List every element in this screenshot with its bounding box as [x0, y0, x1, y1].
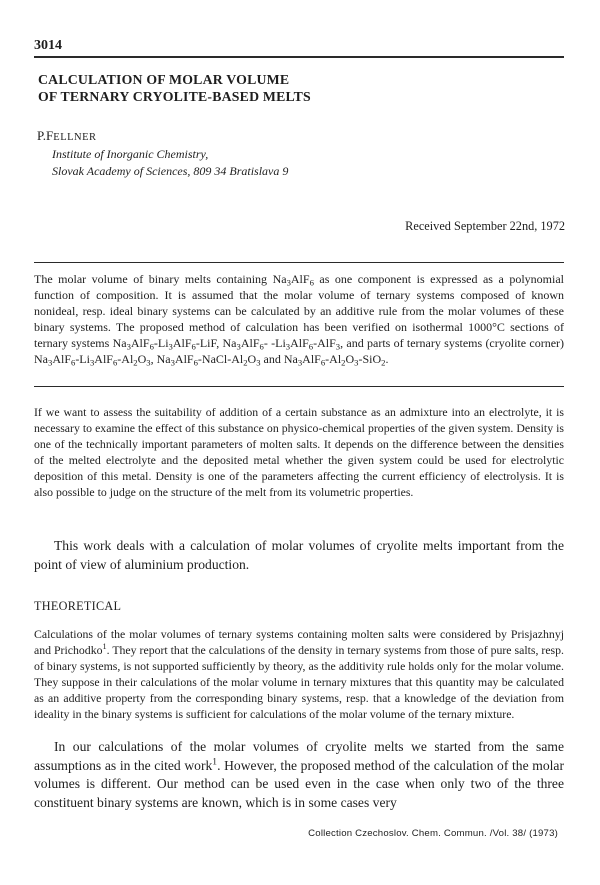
section-heading-theoretical: THEORETICAL: [34, 599, 122, 613]
abstract-text-3: , and parts of ternary systems (cryolite corner): [340, 336, 565, 351]
affiliation-line-2: Slovak Academy of Sciences, 809 34 Bratislava 9: [52, 164, 289, 178]
formula-3: $-Li_3AlF_6-AlF_3$: [271, 336, 341, 352]
abstract-rule-bottom: [34, 386, 564, 387]
abstract: [34, 271, 564, 368]
aim-paragraph: This work deals with a calculation of molar volumes of cryolite melts important from the point of view of aluminium production.: [34, 538, 564, 572]
title-line-2: OF TERNARY CRYOLITE-BASED MELTS: [38, 89, 311, 104]
theoretical-text-b: . They report that the calculations of the density in ternary systems from those of pure salts, resp. of binary systems, is not supported sufficiently by theory, as the additivity rule holds only for the molar volume. They suppose in their calculations of the molar volume in ternary mixtures that this quantity may be calculated as an additive property from the corresponding binary systems, resp. that a knowledge of the deviation from ideality in the binary systems is sufficient for calculations of the molar volume of the ternary mixture.: [34, 643, 564, 721]
page-number: 3014: [34, 38, 62, 53]
citation-ref-1b: 1: [212, 757, 218, 768]
article-title: [38, 71, 311, 105]
formula-4: $Na_3AlF_6-Li_3AlF_6-Al_2O_3$,: [34, 352, 154, 369]
author: [37, 128, 97, 144]
journal-footer: Collection Czechoslov. Chem. Commun. /Vol. 38/ (1973): [308, 828, 558, 839]
method-text-b: . However, the proposed method of the calculation of the molar volumes is different. Our method can be used even in the case when only two of the three constituent binary systems are known, which is in some cases very: [34, 757, 564, 810]
theoretical-text-a: Calculations of the molar volumes of ternary systems containing molten salts were considered by Prisjazhnyj and Prichodko: [34, 627, 564, 657]
author-surname-rest: ELLNER: [53, 132, 97, 143]
intro-paragraph: If we want to assess the suitability of addition of a certain substance as an admixture into an electrolyte, it is necessary to examine the effect of this substance on physico-chemical properties of the given system. Density is one of the technically important parameters of molten salts. It depends on the difference between the densities of the melted electrolyte and the deposited metal whether the given system could be used for electrolytic deposition of this metal. Density is one of the parameters affecting the current efficiency of electrolysis. It is also possible to judge on the structure of the melt from its volumetric properties.: [34, 405, 564, 499]
abstract-text-2: as one component is expressed as a polynomial function of composition. It is assumed that the molar volume of ternary systems composed of known nonideal, resp. ideal binary systems can be calculated by an additive rule from the molar volumes of these binary systems. The proposed method of calculation has been verified on isothermal 1000°C sections of ternary systems: [34, 272, 564, 351]
affiliation-line-1: Institute of Inorganic Chemistry,: [52, 147, 209, 161]
theoretical-paragraph: [34, 626, 564, 722]
author-initial: P.: [37, 128, 47, 143]
header-rule: [34, 56, 564, 58]
affiliation: [52, 146, 288, 180]
abstract-rule-top: [34, 262, 564, 263]
citation-ref-1: 1: [102, 642, 107, 652]
abstract-text-4: and: [260, 352, 284, 367]
method-text-a: In our calculations of the molar volumes of cryolite melts we started from the same assumptions as in the cited work: [34, 739, 564, 773]
formula-1: $Na_3AlF_6$: [272, 272, 314, 288]
formula-5: $Na_3AlF_6-NaCl-Al_2O_3$: [156, 352, 261, 369]
author-surname-first: F: [46, 128, 54, 143]
title-line-1: CALCULATION OF MOLAR VOLUME: [38, 72, 290, 87]
method-paragraph: [34, 738, 564, 812]
formula-2: $Na_3AlF_6-Li_3AlF_6$-LiF, $Na_3AlF_6-$: [112, 336, 268, 352]
received-date: Received September 22nd, 1972: [405, 219, 565, 233]
abstract-text-5: .: [385, 352, 389, 367]
abstract-text-1: The molar volume of binary melts containing: [34, 272, 273, 286]
formula-6: $Na_3AlF_6-Al_2O_3-SiO_2$: [283, 352, 386, 369]
